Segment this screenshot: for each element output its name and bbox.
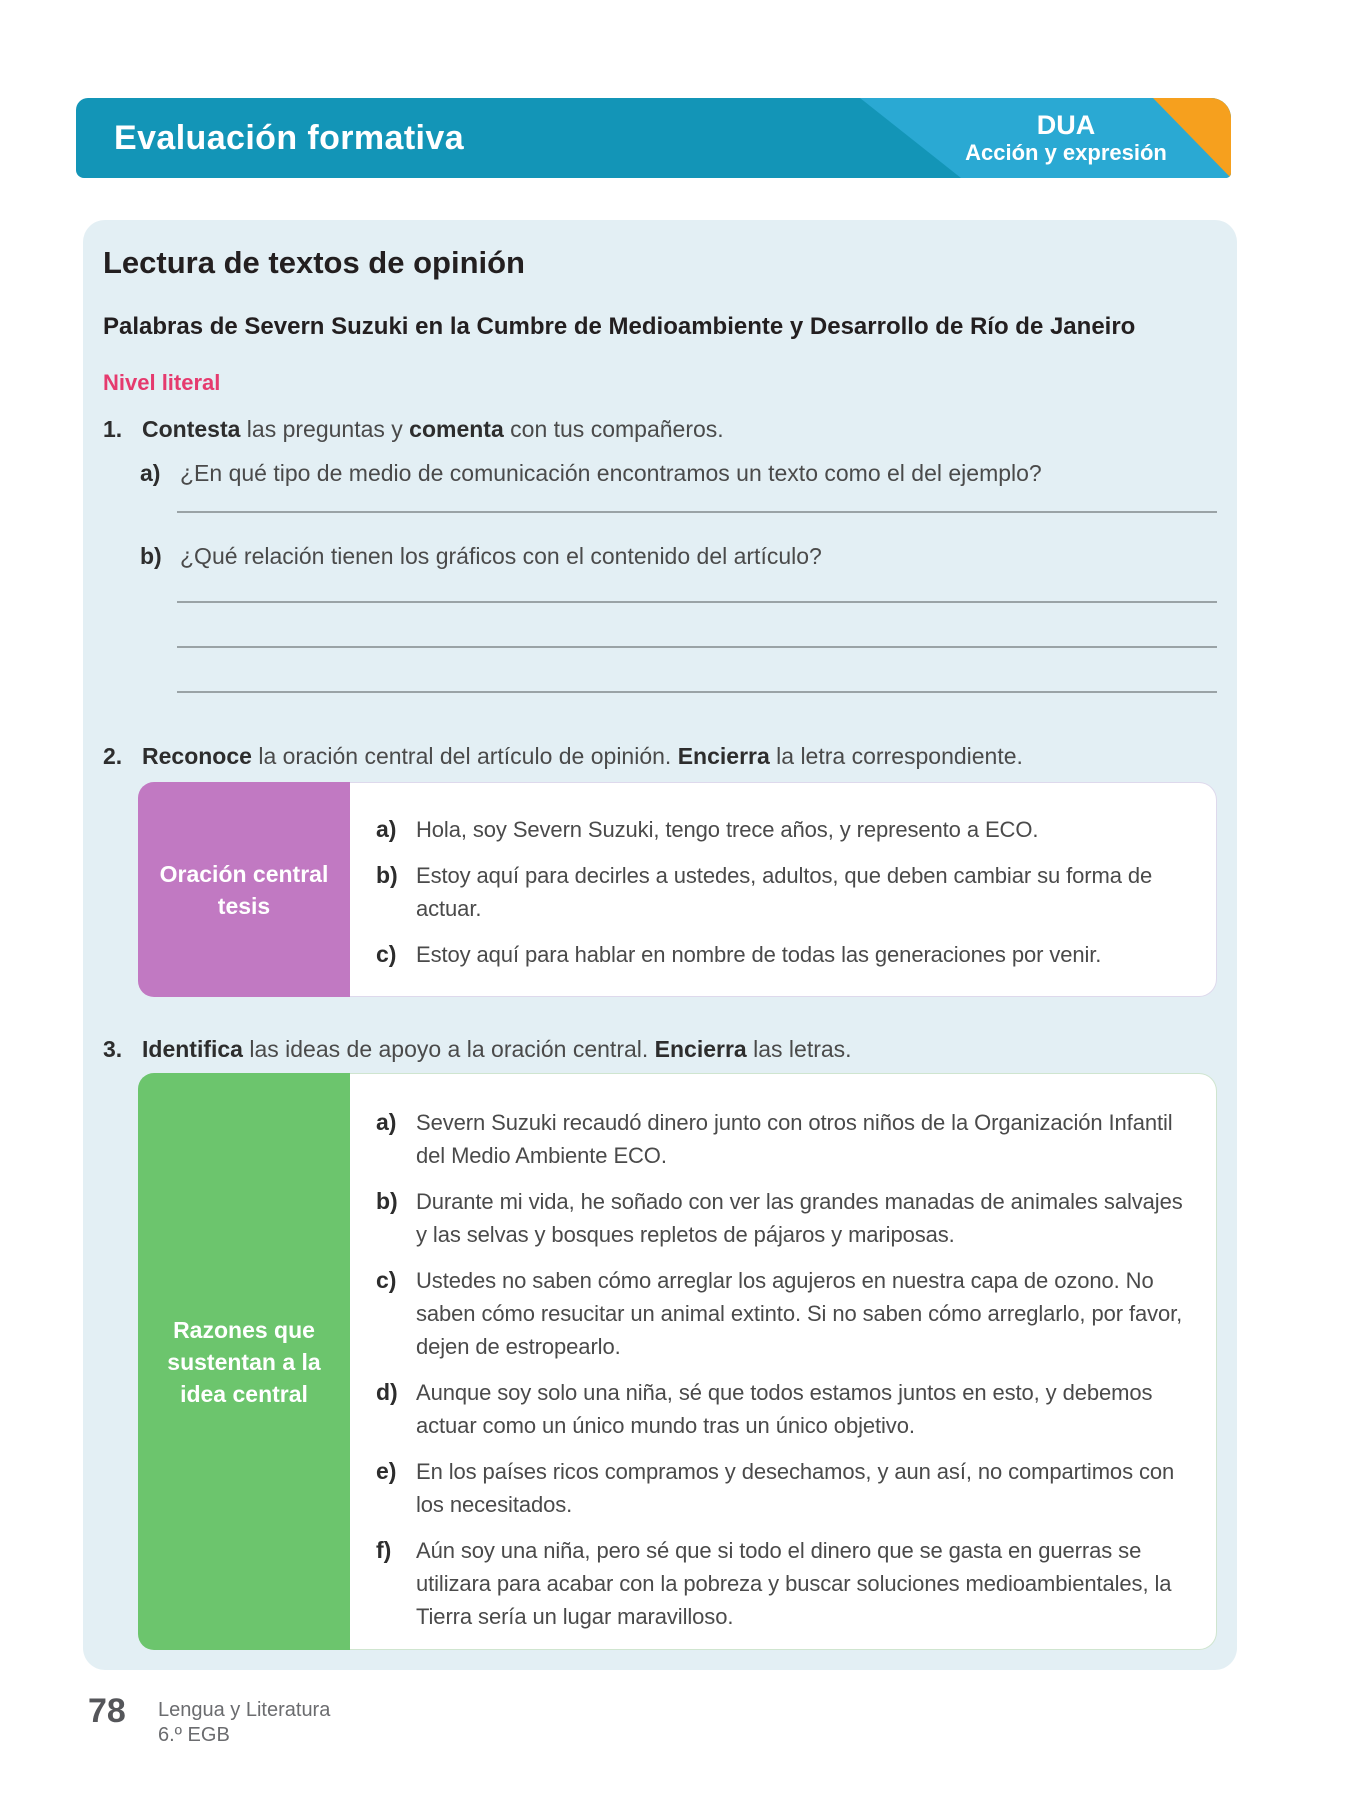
question-1a-letter: a) — [140, 460, 161, 486]
dua-badge-title: DUA — [1036, 110, 1096, 140]
question-3-number: 3. — [103, 1036, 123, 1062]
option-letter: a) — [376, 816, 397, 842]
question-3-text: Identifica las ideas de apoyo a la oración central. Encierra las letras. — [142, 1036, 852, 1062]
dua-badge-subtitle: Acción y expresión — [965, 140, 1167, 165]
option-row — [376, 1534, 1192, 1633]
option-text: En los países ricos compramos y desechamos, y aun así, no compartimos con los necesitados. — [416, 1459, 1175, 1517]
answer-line — [177, 646, 1217, 648]
option-text: Aún soy una niña, pero sé que si todo el dinero que se gasta en guerras se utilizara para acabar con la pobreza y buscar soluciones medioambientales, la Tierra sería un lugar maravilloso. — [416, 1538, 1172, 1629]
option-row — [376, 813, 1192, 846]
option-text: Estoy aquí para decirles a ustedes, adultos, que deben cambiar su forma de actuar. — [416, 863, 1153, 921]
footer-subject: Lengua y Literatura — [158, 1699, 331, 1721]
option-text: Hola, soy Severn Suzuki, tengo trece años, y represento a ECO. — [416, 817, 1039, 842]
option-text: Aunque soy solo una niña, sé que todos estamos juntos en esto, y debemos actuar como un único mundo tras un único objetivo. — [416, 1380, 1153, 1438]
option-row — [376, 1455, 1192, 1521]
tesis-label: Oración central tesis — [138, 782, 350, 997]
question-1-stem — [103, 414, 1217, 444]
footer-grade: 6.º EGB — [158, 1724, 230, 1746]
option-letter: e) — [376, 1458, 397, 1484]
question-2-text: Reconoce la oración central del artículo de opinión. Encierra la letra correspondiente. — [142, 743, 1023, 769]
page-header-title: Evaluación formativa — [114, 118, 465, 157]
question-1a-text: ¿En qué tipo de medio de comunicación encontramos un texto como el del ejemplo? — [180, 460, 1042, 486]
options-box — [350, 782, 1217, 997]
question-1b — [140, 541, 1217, 571]
question-3-options — [138, 1073, 1217, 1650]
question-1-number: 1. — [103, 416, 123, 442]
option-row — [376, 859, 1192, 925]
option-row — [376, 1264, 1192, 1363]
question-1b-text: ¿Qué relación tienen los gráficos con el contenido del artículo? — [180, 543, 822, 569]
option-letter: c) — [376, 941, 397, 967]
question-2-stem — [103, 741, 1217, 771]
option-row — [376, 938, 1192, 971]
option-letter: b) — [376, 862, 398, 888]
answer-line — [177, 511, 1217, 513]
question-1-text: Contesta las preguntas y comenta con tus compañeros. — [142, 416, 724, 442]
reasons-label: Razones que sustentan a la idea central — [138, 1073, 350, 1650]
header-bar — [76, 98, 1231, 178]
option-text: Severn Suzuki recaudó dinero junto con otros niños de la Organización Infantil del Medio Ambiente ECO. — [416, 1110, 1173, 1168]
option-text: Durante mi vida, he soñado con ver las grandes manadas de animales salvajes y las selvas y bosques repletos de pájaros y mariposas. — [416, 1189, 1183, 1247]
options-box — [350, 1073, 1217, 1650]
option-letter: b) — [376, 1188, 398, 1214]
dua-badge — [944, 98, 1188, 178]
option-text: Ustedes no saben cómo arreglar los agujeros en nuestra capa de ozono. No saben cómo resucitar un animal extinto. Si no saben cómo arreglarlo, por favor, dejen de estropearlo. — [416, 1268, 1183, 1359]
option-row — [376, 1185, 1192, 1251]
answer-line — [177, 691, 1217, 693]
level-label: Nivel literal — [103, 370, 221, 395]
question-2-options — [138, 782, 1217, 997]
question-2-number: 2. — [103, 743, 123, 769]
option-text: Estoy aquí para hablar en nombre de todas las generaciones por venir. — [416, 942, 1102, 967]
question-1a — [140, 458, 1217, 488]
question-3-stem — [103, 1034, 1217, 1064]
option-row — [376, 1376, 1192, 1442]
option-letter: c) — [376, 1267, 397, 1293]
option-letter: a) — [376, 1109, 397, 1135]
reading-title: Palabras de Severn Suzuki en la Cumbre de Medioambiente y Desarrollo de Río de Janeiro — [103, 313, 1136, 340]
footer-book-info — [158, 1698, 330, 1748]
question-1b-letter: b) — [140, 543, 162, 569]
option-letter: f) — [376, 1537, 392, 1563]
option-letter: d) — [376, 1379, 398, 1405]
answer-line — [177, 601, 1217, 603]
page-number: 78 — [88, 1692, 126, 1730]
section-title: Lectura de textos de opinión — [103, 245, 525, 280]
option-row — [376, 1106, 1192, 1172]
content-card — [83, 220, 1237, 1670]
